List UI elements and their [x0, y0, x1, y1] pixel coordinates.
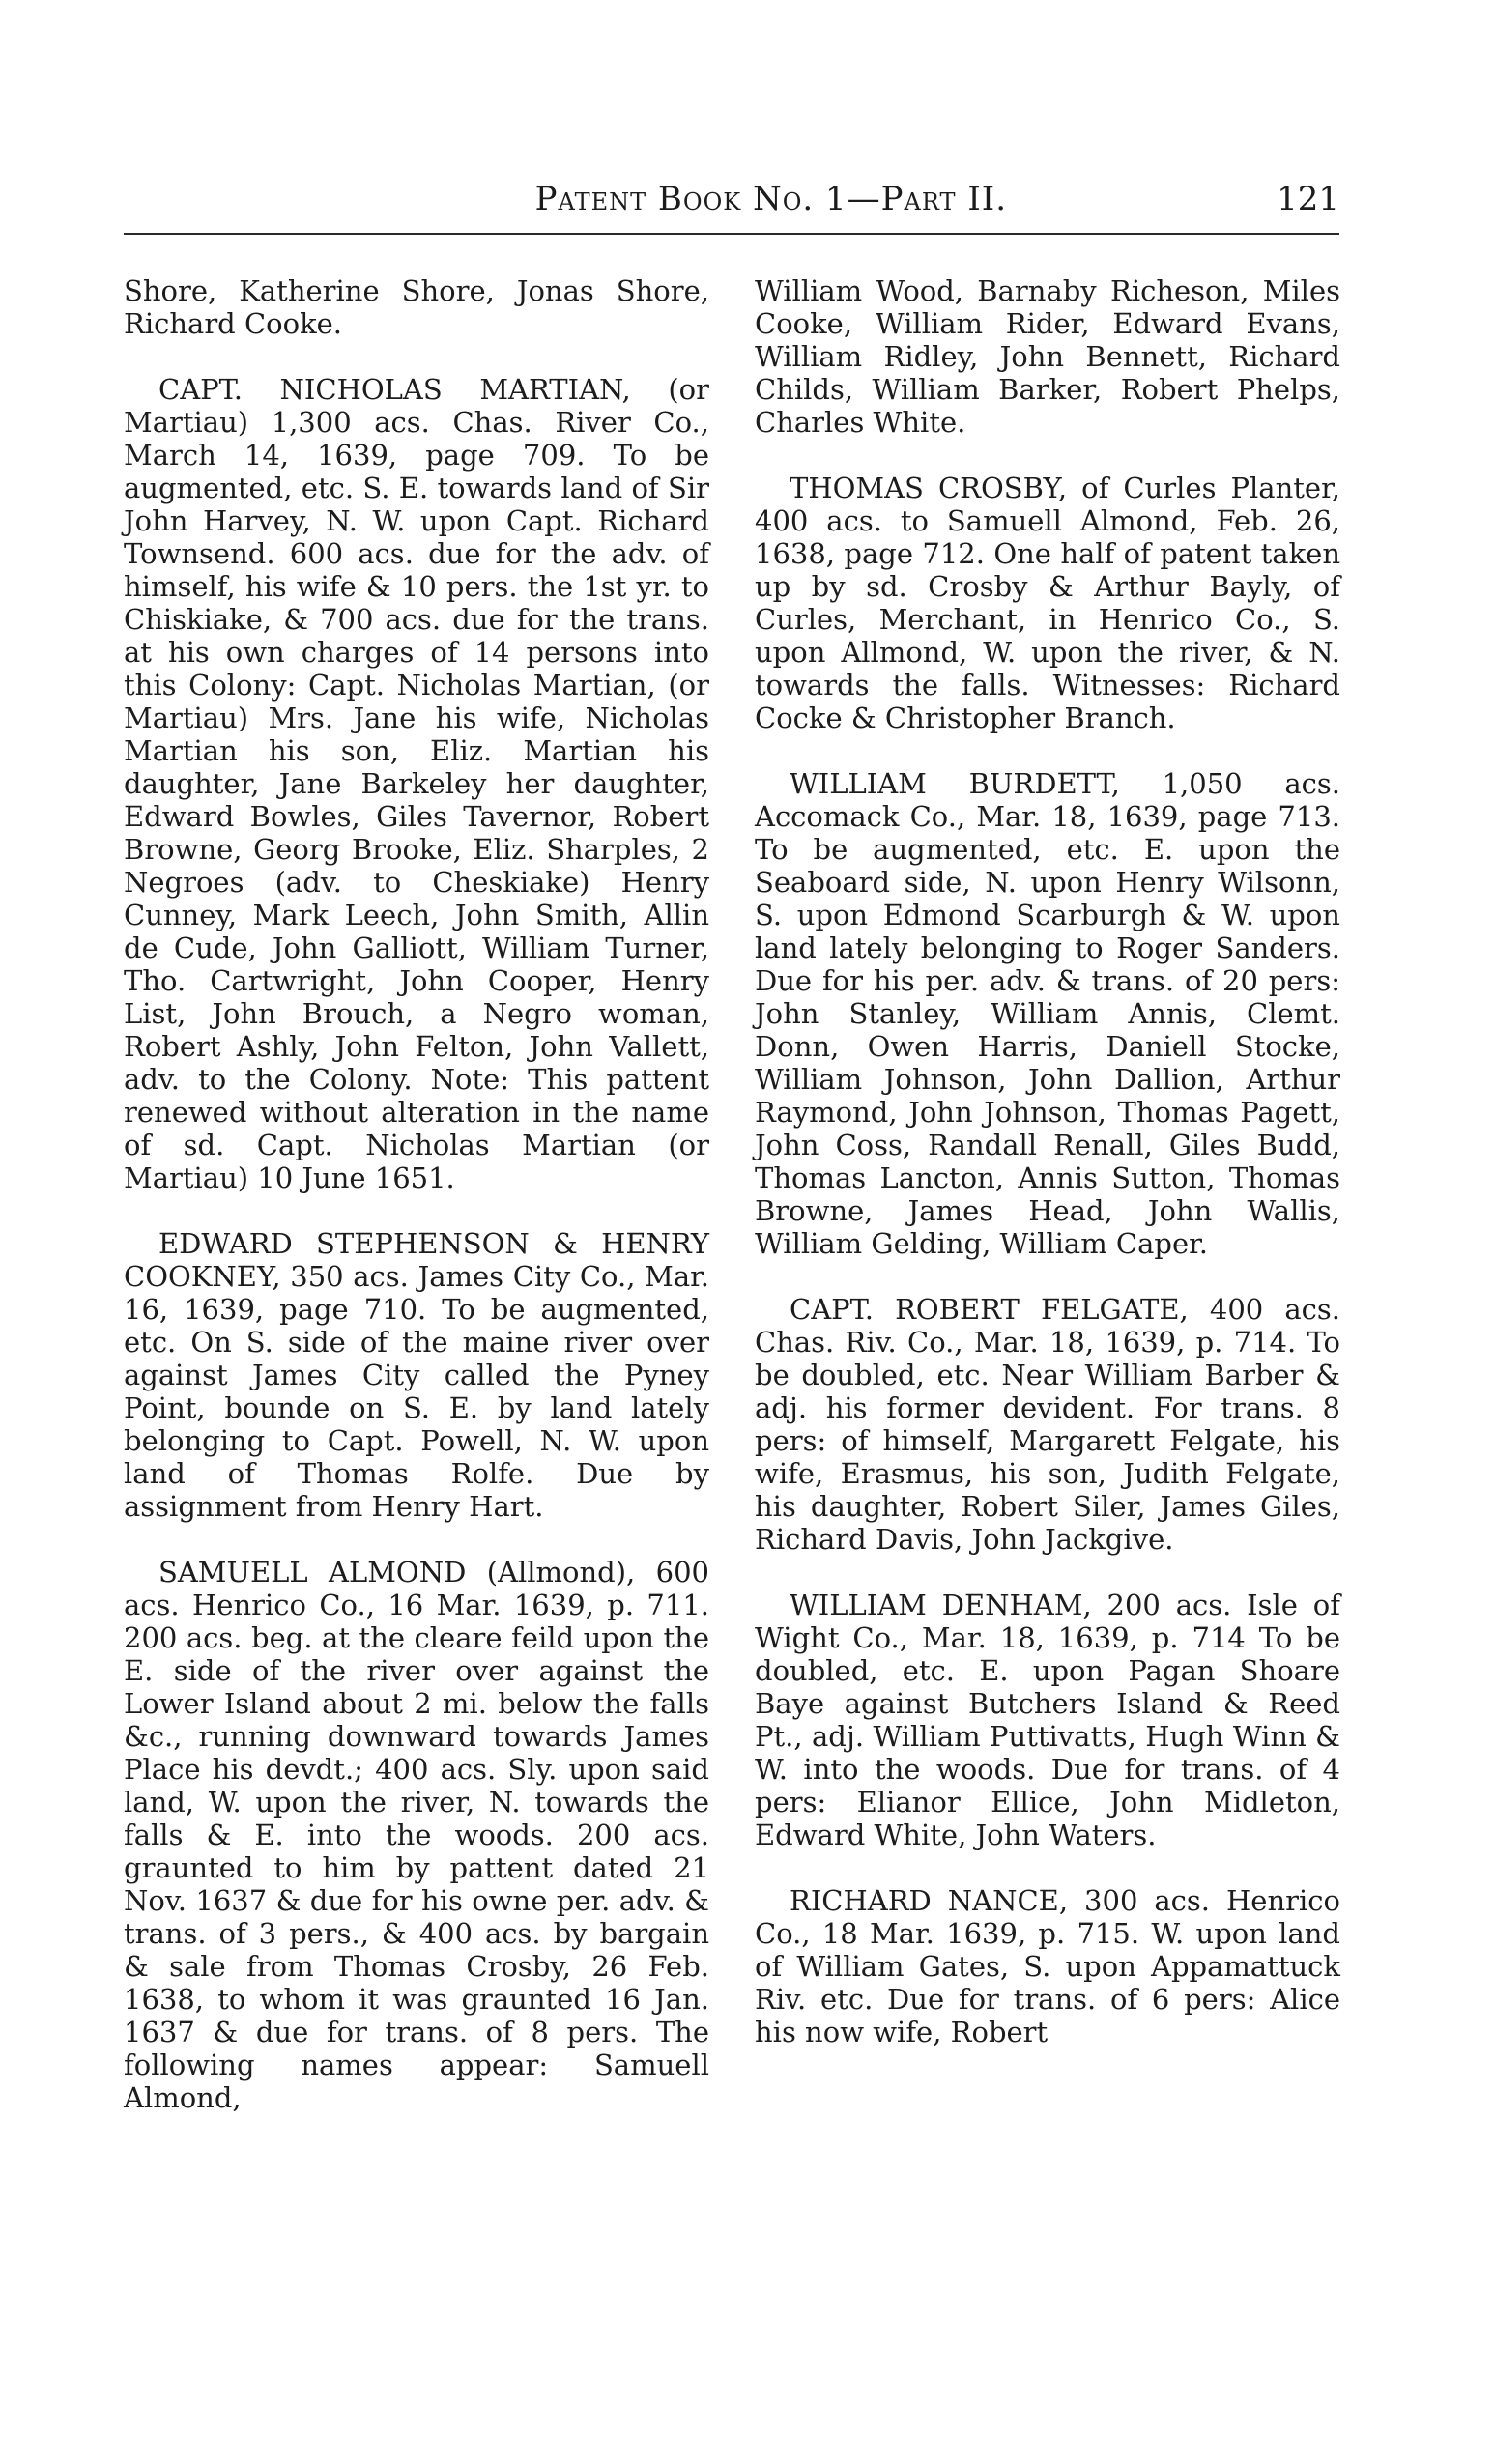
header-rule [124, 233, 1339, 235]
patent-entry-richard-nance: RICHARD NANCE, 300 acs. Henrico Co., 18 Mar. 1639, p. 715. W. upon land of William Gates, S. upon Appamattuck Riv. etc. Due for trans. of 6 pers: Alice his now wife, Robert [755, 1884, 1340, 2049]
page-number: 121 [1277, 180, 1339, 218]
running-header [124, 180, 1339, 222]
patent-entry-continuation: William Wood, Barnaby Richeson, Miles Cooke, William Rider, Edward Evans, William Ridley, John Bennett, Richard Childs, William Barker, Robert Phelps, Charles White. [755, 274, 1340, 439]
left-column [124, 274, 709, 2147]
running-title: Patent Book No. 1—Part II. [534, 180, 1007, 218]
patent-entry-robert-felgate: CAPT. ROBERT FELGATE, 400 acs. Chas. Riv. Co., Mar. 18, 1639, p. 714. To be doubled, etc. Near William Barber & adj. his former devident. For trans. 8 pers: of himself, Margarett Felgate, his wife, Erasmus, his son, Judith Felgate, his daughter, Robert Siler, James Giles, Richard Davis, John Jackgive. [755, 1293, 1340, 1556]
patent-entry-samuell-almond: SAMUELL ALMOND (Allmond), 600 acs. Henrico Co., 16 Mar. 1639, p. 711. 200 acs. beg. at the cleare feild upon the E. side of the river over against the Lower Island about 2 mi. below the falls &c., running downward towards James Place his devdt.; 400 acs. Sly. upon said land, W. upon the river, N. towards the falls & E. into the woods. 200 acs. graunted to him by pattent dated 21 Nov. 1637 & due for his owne per. adv. & trans. of 3 pers., & 400 acs. by bargain & sale from Thomas Crosby, 26 Feb. 1638, to whom it was graunted 16 Jan. 1637 & due for trans. of 8 pers. The following names appear: Samuell Almond, [124, 1556, 709, 2114]
patent-entry-william-denham: WILLIAM DENHAM, 200 acs. Isle of Wight Co., Mar. 18, 1639, p. 714 To be doubled, etc. E. upon Pagan Shoare Baye against Butchers Island & Reed Pt., adj. William Puttivatts, Hugh Winn & W. into the woods. Due for trans. of 4 pers: Elianor Ellice, John Midleton, Edward White, John Waters. [755, 1589, 1340, 1851]
patent-entry-thomas-crosby: THOMAS CROSBY, of Curles Planter, 400 acs. to Samuell Almond, Feb. 26, 1638, page 712. One half of patent taken up by sd. Crosby & Arthur Bayly, of Curles, Merchant, in Henrico Co., S. upon Allmond, W. upon the river, & N. towards the falls. Witnesses: Richard Cocke & Christopher Branch. [755, 472, 1340, 734]
patent-entry-nicholas-martian: CAPT. NICHOLAS MARTIAN, (or Martiau) 1,300 acs. Chas. River Co., March 14, 1639, page 709. To be augmented, etc. S. E. towards land of Sir John Harvey, N. W. upon Capt. Richard Townsend. 600 acs. due for the adv. of himself, his wife & 10 pers. the 1st yr. to Chiskiake, & 700 acs. due for the trans. at his own charges of 14 persons into this Colony: Capt. Nicholas Martian, (or Martiau) Mrs. Jane his wife, Nicholas Martian his son, Eliz. Martian his daughter, Jane Barkeley her daughter, Edward Bowles, Giles Tavernor, Robert Browne, Georg Brooke, Eliz. Sharples, 2 Negroes (adv. to Cheskiake) Henry Cunney, Mark Leech, John Smith, Allin de Cude, John Galliott, William Turner, Tho. Cartwright, John Cooper, Henry List, John Brouch, a Negro woman, Robert Ashly, John Felton, John Vallett, adv. to the Colony. Note: This pattent renewed without alteration in the name of sd. Capt. Nicholas Martian (or Martiau) 10 June 1651. [124, 373, 709, 1194]
patent-entry-william-burdett: WILLIAM BURDETT, 1,050 acs. Accomack Co., Mar. 18, 1639, page 713. To be augmented, etc. E. upon the Seaboard side, N. upon Henry Wilsonn, S. upon Edmond Scarburgh & W. upon land lately belonging to Roger Sanders. Due for his per. adv. & trans. of 20 pers: John Stanley, William Annis, Clemt. Donn, Owen Harris, Daniell Stocke, William Johnson, John Dallion, Arthur Raymond, John Johnson, Thomas Pagett, John Coss, Randall Renall, Giles Budd, Thomas Lancton, Annis Sutton, Thomas Browne, James Head, John Wallis, William Gelding, William Caper. [755, 767, 1340, 1260]
patent-entry-continuation: Shore, Katherine Shore, Jonas Shore, Richard Cooke. [124, 274, 709, 340]
patent-entry-stephenson-cookney: EDWARD STEPHENSON & HENRY COOKNEY, 350 acs. James City Co., Mar. 16, 1639, page 710. To be augmented, etc. On S. side of the maine river over against James City called the Pyney Point, bounde on S. E. by land lately belonging to Capt. Powell, N. W. upon land of Thomas Rolfe. Due by assignment from Henry Hart. [124, 1227, 709, 1523]
right-column [755, 274, 1340, 2081]
